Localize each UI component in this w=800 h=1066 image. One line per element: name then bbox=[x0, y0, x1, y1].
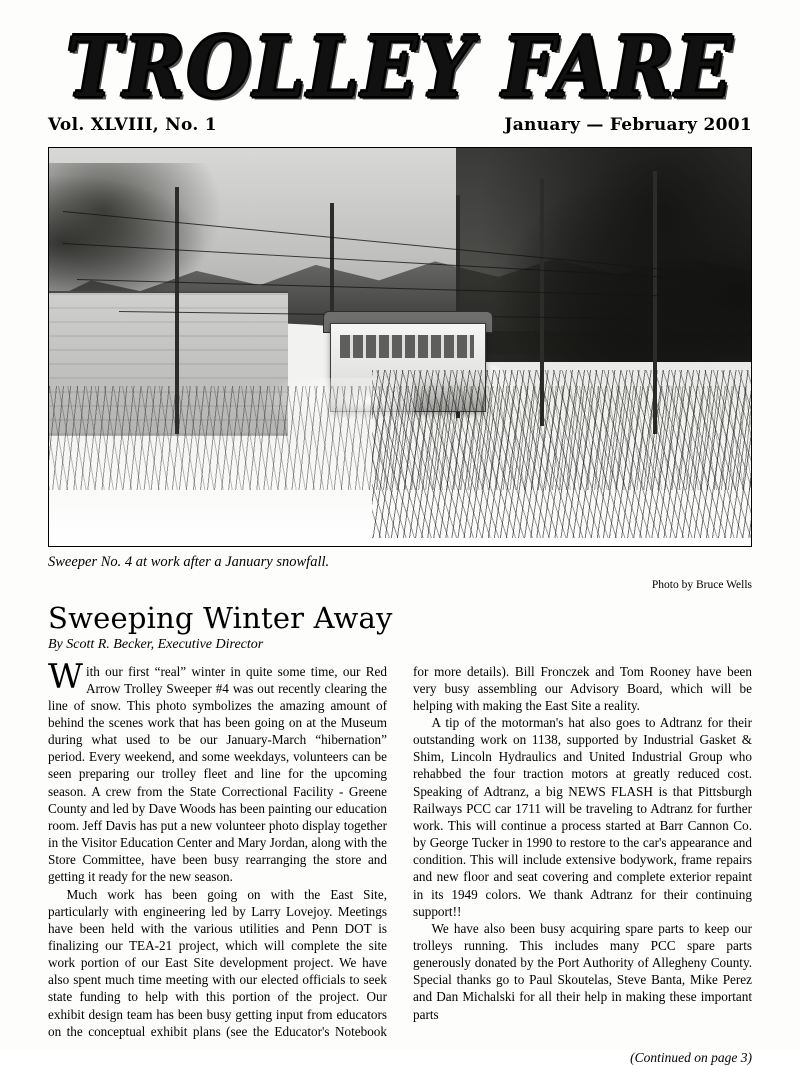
article-columns bbox=[48, 656, 752, 1040]
photo-block bbox=[48, 147, 752, 591]
volume-number: Vol. XLVIII, No. 1 bbox=[48, 114, 217, 135]
article-paragraph: A tip of the motorman's hat also goes to Adtranz for their outstanding work on 1138, supported by Industrial Gasket & Shim, Lincoln Hydraulics and United Industrial Group who rehabbed the four traction motors at greatly reduced cost. Speaking of Adtranz, a big NEWS FLASH is that Pittsburgh Railways PCC car 1711 will be traveling to Adtranz for further work. This will continue a process started at Barr Cannon Co. by George Tucker in 1990 to restore to the car's appearance and condition. This will include extensive bodywork, frame repairs and new floor and seat covering and complete exterior repaint in its 1949 colors. We thank Adtranz for their continuing support!! bbox=[413, 714, 752, 919]
continued-note: (Continued on page 3) bbox=[630, 1049, 752, 1065]
issue-date: January — February 2001 bbox=[504, 114, 752, 135]
article-byline: By Scott R. Becker, Executive Director bbox=[48, 636, 264, 652]
photo-brush-foreground bbox=[372, 370, 752, 537]
photo-sweeper-windows bbox=[340, 335, 473, 359]
masthead bbox=[0, 0, 800, 117]
article-paragraph: We have also been busy acquiring spare parts to keep our trolleys running. This includes many PCC spare parts generously donated by the Port Authority of Allegheny County. Special thanks go to Paul Skoutelas, Steve Banta, Mike Perez and Dan Michalski for all their help in making these important parts bbox=[413, 920, 752, 1022]
article-paragraph: With our first “real” winter in quite some time, our Red Arrow Trolley Sweeper #4 was out recently clearing the line of snow. This photo symbolizes the amazing amount of behind the scenes work that has been going on at the Museum during what used to be our January-March “hibernation” period. Every weekend, and some weekdays, volunteers can be seen preparing our trolley fleet and line for the upcoming season. A crew from the State Correctional Facility - Greene County and led by Dave Woods has been painting our education room. Jeff Davis has put a new volunteer photo display together in the Visitor Education Center and Mary Jordan, along with the Store Committee, have been busy rearranging the store and getting it ready for the new season. bbox=[48, 656, 387, 885]
photo-credit: Photo by Bruce Wells bbox=[651, 578, 752, 591]
publication-title: TROLLEY FARE bbox=[66, 20, 734, 117]
trolley-sweeper-photo bbox=[48, 147, 752, 547]
article bbox=[48, 601, 752, 1040]
article-headline: Sweeping Winter Away bbox=[48, 600, 393, 635]
article-paragraph: Much work has been going on with the East Site, particularly with engineering led by Larry Lovejoy. Meetings have been held with the various utilities and Penn DOT is finalizing our TEA-21 project, which will complete the site work portion of our East Site development project. We have also spent much time meeting with our elected officials to seek state funding to help with this portion of the project. Our exhibit design team has been busy getting input from educators on the conceptual exhibit plans (see the Educator's Notebook for more details). Bill Fronczek and Tom Rooney have been very busy assembling our Advisory Board, which will be helping with making the East Site a reality. bbox=[48, 663, 752, 1039]
photo-caption: Sweeper No. 4 at work after a January snowfall. bbox=[48, 553, 330, 570]
